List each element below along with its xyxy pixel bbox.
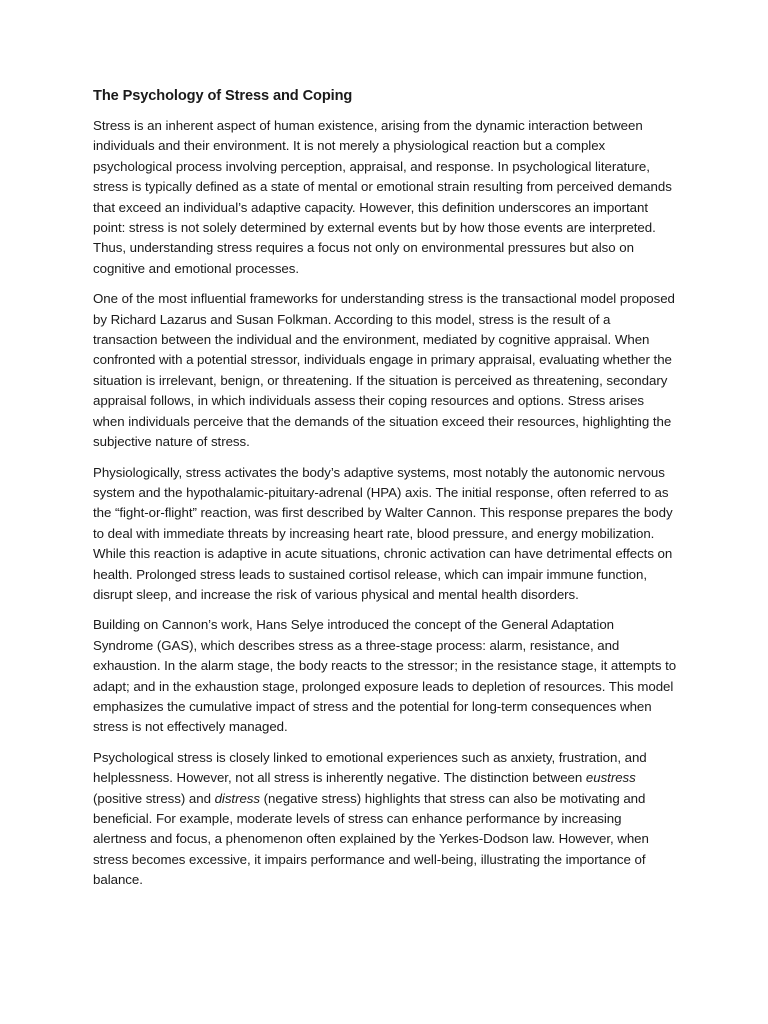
document-title: The Psychology of Stress and Coping	[93, 88, 353, 104]
paragraph-4: Building on Cannon’s work, Hans Selye introduced the concept of the General Adaptation Syndrome (GAS), which describes stress as a three-stage process: alarm, resistance, and exhaustion. In the alarm stage, the body reacts to the stressor; in the resistance stage, it attempts to adapt; and in the exhaustion stage, prolonged exposure leads to depletion of resources. This model emphasizes the cumulative impact of stress and the potential for long-term consequences when stress is not effectively managed.	[93, 617, 677, 735]
paragraph-3: Physiologically, stress activates the body’s adaptive systems, most notably the autonomic nervous system and the hypothalamic-pituitary-adrenal (HPA) axis. The initial response, often referred to as the “fight-or-flight” reaction, was first described by Walter Cannon. This response prepares the body to deal with immediate threats by increasing heart rate, blood pressure, and energy mobilization. While this reaction is adaptive in acute situations, chronic activation can have detrimental effects on health. Prolonged stress leads to sustained cortisol release, which can impair immune function, disrupt sleep, and increase the risk of various physical and mental health disorders.	[93, 464, 673, 602]
paragraph-5-text-1: Psychological stress is closely linked to emotional experiences such as anxiety, frustration, and helplessness. However, not all stress is inherently negative. The distinction between	[93, 749, 647, 786]
document-body	[93, 86, 677, 901]
paragraph-2: One of the most influential frameworks for understanding stress is the transactional model proposed by Richard Lazarus and Susan Folkman. According to this model, stress is the result of a transaction between the individual and the environment, mediated by cognitive appraisal. When confronted with a potential stressor, individuals engage in primary appraisal, evaluating whether the situation is irrelevant, benign, or threatening. If the situation is perceived as threatening, secondary appraisal follows, in which individuals assess their coping resources and options. Stress arises when individuals perceive that the demands of the situation exceed their resources, highlighting the subjective nature of stress.	[93, 291, 675, 450]
paragraph-1: Stress is an inherent aspect of human existence, arising from the dynamic interaction between individuals and their environment. It is not merely a physiological reaction but a complex psychological process involving perception, appraisal, and response. In psychological literature, stress is typically defined as a state of mental or emotional strain resulting from perceived demands that exceed an individual’s adaptive capacity. However, this definition underscores an important point: stress is not solely determined by external events but by how those events are interpreted. Thus, understanding stress requires a focus not only on environmental pressures but also on cognitive and emotional processes.	[93, 118, 672, 276]
paragraph-5-text-3: (negative stress) highlights that stress can also be motivating and beneficial. For example, moderate levels of stress can enhance performance by increasing alertness and focus, a phenomenon often explained by the Yerkes-Dodson law. However, when stress becomes excessive, it impairs performance and well-being, illustrating the importance of balance.	[93, 790, 649, 888]
term-eustress: eustress	[585, 770, 636, 786]
paragraph-5-text-2: (positive stress) and	[93, 790, 215, 806]
paragraph-5	[93, 748, 677, 891]
term-distress: distress	[214, 790, 260, 806]
